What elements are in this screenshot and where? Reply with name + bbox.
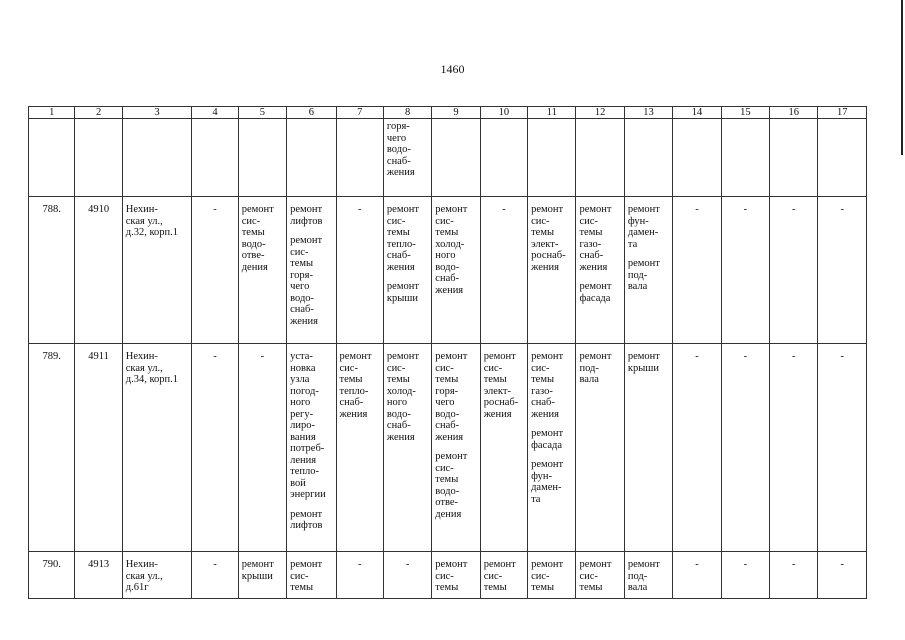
cell-text: темы [290,258,314,269]
cell-text: 4910 [88,204,110,215]
cell-text: сис- [290,246,309,258]
cell-text: водо- [241,238,266,250]
table-cell [122,344,192,552]
cell-text: фасада [531,439,562,451]
cell-text: регу- [290,408,314,420]
column-header: 17 [818,107,867,119]
page-number: 1460 [440,62,465,76]
column-header: 9 [432,107,480,119]
table-row [29,344,867,552]
table-cell [480,197,527,344]
table-cell [192,552,238,599]
table-cell [673,119,721,197]
cell-text: фасада [579,292,611,304]
cell-text: ремонт [531,204,564,215]
cell-text: 788. [42,204,61,215]
column-header: 7 [336,107,383,119]
cell-text: вала [627,582,648,593]
cell-text: ного [386,397,408,408]
cell-text: вала [579,374,599,385]
table-cell [673,552,721,599]
table-cell [624,197,672,344]
table-cell [528,344,576,552]
table-cell [770,344,818,552]
table-row [29,552,867,599]
cell-text: - [213,204,217,215]
cell-text: темы [339,374,363,385]
cell-text: темы [483,374,507,385]
cell-text: сис- [435,362,454,374]
table-cell [383,197,431,344]
cell-text: чего [290,281,310,292]
table-cell [336,344,383,552]
cell-text: та [531,493,541,505]
cell-text: водо- [435,261,460,273]
cell-text: холод- [435,238,465,250]
cell-text: снаб- [386,420,411,431]
cell-text: газо- [531,385,553,397]
cell-text: ремонт [241,204,274,215]
cell-text: темы [386,374,410,385]
cell-text: крыши [241,570,273,582]
cell-text: водо- [386,408,411,420]
cell-text: ремонт [435,204,468,215]
table-cell [29,197,75,344]
table-cell [336,119,383,197]
cell-text: темы [531,374,555,385]
table-cell [528,552,576,599]
column-header: 3 [122,107,192,119]
cell-text: Нехин- [125,351,158,362]
cell-text: темы [579,227,603,238]
cell-text: ремонт [579,351,612,362]
table-cell [287,119,336,197]
cell-text: - [260,351,265,362]
cell-text: Нехин- [125,204,158,215]
cell-text: горя- [386,121,410,132]
cell-text: - [405,559,410,570]
cell-text: жения [290,315,318,327]
cell-text: 4911 [88,351,109,362]
table-cell [336,197,383,344]
table-cell [576,552,624,599]
table-cell [480,552,527,599]
cell-text: ремонт [290,508,323,520]
cell-text: тепло- [339,385,369,397]
cell-text: сис- [435,462,454,474]
column-header: 15 [721,107,769,119]
cell-text: - [695,204,699,215]
cell-text: роснаб- [531,250,566,261]
cell-text: - [502,204,506,215]
cell-text: потреб- [290,443,325,454]
cell-text: жения [531,261,559,273]
cell-text: тепло- [290,466,319,477]
cell-text: жения [386,167,415,178]
table-cell [624,552,672,599]
cell-text: снаб- [435,420,460,431]
cell-text: узла [290,374,310,385]
cell-text: ремонт [290,204,323,215]
cell-text: д.32, корп.1 [125,227,179,238]
table-cell [29,119,75,197]
cell-text: жения [435,431,464,443]
cell-text: 790. [42,559,61,570]
cell-text: чего [435,397,455,408]
cell-text: под- [627,269,648,281]
cell-text: жения [386,261,415,273]
cell-text: водо- [435,408,460,420]
cell-text: жения [339,408,368,420]
table-cell [576,344,624,552]
cell-text: ремонт [386,204,419,215]
cell-text: сис- [435,570,454,582]
cell-text: ремонт [483,559,516,570]
table-cell [432,119,480,197]
table-cell [480,344,527,552]
cell-text: сис- [531,570,550,582]
table-cell [673,344,721,552]
cell-text: та [627,238,638,250]
cell-text: фун- [531,470,552,482]
table-cell [818,344,867,552]
cell-text: темы [579,582,603,593]
cell-text: - [743,351,748,362]
cell-text: жения [386,431,415,443]
cell-text: ремонт [627,204,660,215]
table-cell [192,197,238,344]
table-cell [383,344,431,552]
column-header: 12 [576,107,624,119]
table-cell [75,344,122,552]
cell-text: ремонт [531,559,564,570]
table-cell [721,119,769,197]
cell-text: дамен- [627,227,659,238]
cell-text: жения [579,261,608,273]
cell-text: ремонт [435,559,468,570]
table-cell [576,119,624,197]
cell-text: сис- [483,362,503,374]
table-cell [192,344,238,552]
table-cell [122,552,192,599]
cell-text: ремонт [579,281,612,292]
cell-text: крыши [386,292,419,304]
cell-text: - [357,559,362,570]
column-header: 4 [192,107,238,119]
column-header: 2 [75,107,122,119]
cell-text: новка [290,362,316,374]
cell-text: ремонт [241,559,274,570]
cell-text: горя- [435,385,459,397]
cell-text: лифтов [290,215,323,227]
cell-text: сис- [290,570,309,582]
table-cell [770,552,818,599]
cell-text: - [743,559,748,570]
cell-text: водо- [290,292,315,304]
table-cell [528,119,576,197]
column-header: 11 [528,107,576,119]
table-cell [122,197,192,344]
table-cell [287,197,336,344]
cell-text: д.61г [125,582,149,593]
table-cell [432,344,480,552]
table-cell [383,552,431,599]
cell-text: темы [241,227,265,238]
table-cell [287,344,336,552]
table-cell [122,119,192,197]
cell-text: крыши [627,362,659,374]
cell-text: сис- [531,362,550,374]
cell-text: лифтов [290,520,323,531]
cell-text: снаб- [290,304,314,315]
cell-text: ская ул., [125,570,163,582]
cell-text: водо- [435,485,460,497]
cell-text: роснаб- [483,397,519,408]
table-cell [770,197,818,344]
cell-text: ская ул., [125,215,163,227]
cell-text: уста- [290,351,313,362]
cell-text: под- [627,570,648,582]
table-cell [818,197,867,344]
cell-text: сис- [483,570,503,582]
cell-text: дения [241,261,268,273]
cell-text: элект- [531,238,559,250]
cell-text: ская ул., [125,362,163,374]
cell-text: ремонт [531,351,564,362]
cell-text: ремонт [531,459,564,470]
cell-text: ремонт [290,235,323,246]
table-cell [721,552,769,599]
cell-text: ремонт [435,451,468,462]
cell-text: ремонт [627,351,660,362]
cell-text: вой [290,477,306,489]
column-header: 1 [29,107,75,119]
table-cell [818,552,867,599]
cell-text: - [840,204,844,215]
cell-text: водо- [386,144,411,155]
cell-text: чего [386,132,407,144]
cell-text: ремонт [290,559,323,570]
cell-text: фун- [627,215,649,227]
cell-text: - [695,351,699,362]
table-cell [721,197,769,344]
table-cell [238,119,286,197]
data-table [28,106,867,599]
cell-text: темы [531,582,555,593]
cell-text: ного [435,250,456,261]
cell-text: сис- [386,362,406,374]
cell-text: сис- [339,362,358,374]
cell-text: сис- [241,215,261,227]
cell-text: вания [290,431,316,443]
cell-text: - [791,559,796,570]
cell-text: лиро- [290,420,315,431]
cell-text: газо- [579,238,602,250]
table-cell [528,197,576,344]
cell-text: темы [435,582,459,593]
cell-text: дамен- [531,482,562,493]
column-header: 14 [673,107,721,119]
cell-text: снаб- [339,397,364,408]
table-cell [238,344,286,552]
cell-text: ремонт [483,351,516,362]
cell-text: снаб- [435,273,460,284]
table-cell [624,344,672,552]
table-row [29,119,867,197]
table-cell [432,197,480,344]
table-cell [336,552,383,599]
column-header: 5 [238,107,286,119]
cell-text: ремонт [627,559,660,570]
cell-text: ремонт [435,351,468,362]
cell-text: темы [290,582,314,593]
column-header: 6 [287,107,336,119]
cell-text: Нехин- [125,559,158,570]
cell-text: темы [483,582,507,593]
cell-text: темы [435,227,459,238]
cell-text: снаб- [386,250,411,261]
margin-rule [901,0,903,155]
column-header: 16 [770,107,818,119]
cell-text: ремонт [579,559,612,570]
table-cell [770,119,818,197]
cell-text: ремонт [386,281,419,292]
cell-text: сис- [579,570,598,582]
cell-text: д.34, корп.1 [125,374,179,385]
table-cell [29,552,75,599]
table-cell [576,197,624,344]
cell-text: сис- [579,215,598,227]
cell-text: вала [627,281,648,292]
cell-text: - [695,559,699,570]
cell-text: - [840,559,844,570]
cell-text: темы [435,374,459,385]
cell-text: горя- [290,269,313,281]
table-cell [75,197,122,344]
cell-text: отве- [241,250,265,261]
cell-text: тепло- [386,238,416,250]
cell-text: сис- [531,215,550,227]
table-cell [29,344,75,552]
cell-text: ления [290,454,317,466]
cell-text: - [840,351,844,362]
table-cell [238,197,286,344]
column-header: 8 [383,107,431,119]
table-cell [624,119,672,197]
cell-text: снаб- [579,250,604,261]
cell-text: - [791,351,796,362]
cell-text: ремонт [627,258,660,269]
cell-text: жения [483,408,512,420]
cell-text: жения [531,408,559,420]
cell-text: холод- [386,385,416,397]
header-row [29,107,867,119]
cell-text: ного [290,397,311,408]
cell-text: - [357,204,362,215]
cell-text: отве- [435,497,459,508]
cell-text: ремонт [579,204,612,215]
table-cell [673,197,721,344]
table-cell [721,344,769,552]
cell-text: жения [435,284,464,296]
table-cell [75,119,122,197]
table-row [29,197,867,344]
table-cell [818,119,867,197]
cell-text: темы [531,227,555,238]
table-cell [432,552,480,599]
table-body [29,107,867,599]
column-header: 13 [624,107,672,119]
cell-text: дения [435,508,462,520]
cell-text: снаб- [386,155,411,167]
cell-text: ремонт [531,428,564,439]
cell-text: сис- [386,215,406,227]
table-cell [383,119,431,197]
cell-text: сис- [435,215,454,227]
table-cell [75,552,122,599]
table-cell [238,552,286,599]
cell-text: - [743,204,748,215]
cell-text: - [791,204,796,215]
cell-text: снаб- [531,397,555,408]
table-cell [192,119,238,197]
cell-text: - [213,559,217,570]
cell-text: энергии [290,489,326,500]
cell-text: - [213,351,217,362]
cell-text: темы [386,227,410,238]
cell-text: под- [579,362,599,374]
cell-text: ремонт [386,351,419,362]
cell-text: 789. [42,351,61,362]
table-cell [287,552,336,599]
cell-text: темы [435,474,459,485]
table-cell [480,119,527,197]
cell-text: погод- [290,385,319,397]
cell-text: элект- [483,385,511,397]
column-header: 10 [480,107,527,119]
cell-text: ремонт [339,351,372,362]
cell-text: 4913 [88,559,110,570]
